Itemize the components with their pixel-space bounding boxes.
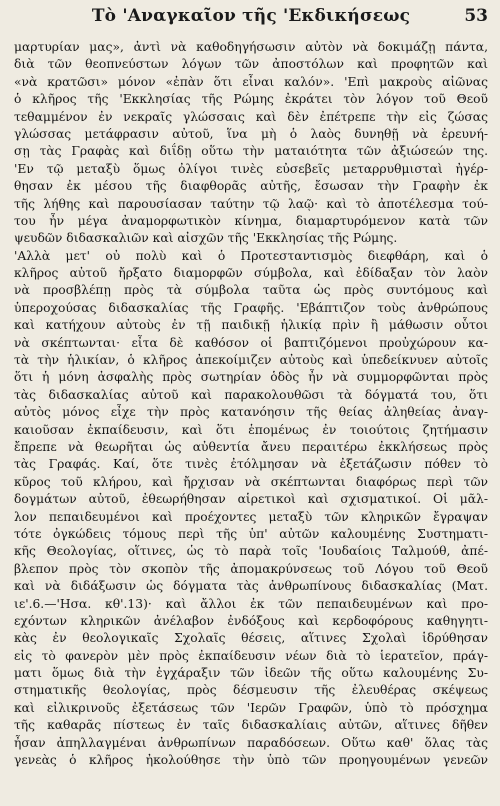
text-line: ματι ὅμως διὰ τὴν ἐγχάραξιν τῶν ἰδεῶν τῆς οὕτω καλουμένης Συ- bbox=[14, 666, 488, 681]
text-line: θησαν ἐκ μέσου τῆς διαφθορᾶς αὐτῆς, ἔσωσαν τὴν Γραφὴν ἐκ bbox=[14, 179, 488, 194]
text-line: κῦρος τοῦ κλήρου, καὶ ἤρχισαν νὰ σκέπτωνται διαφόρως περὶ τῶν bbox=[14, 474, 488, 489]
text-line: τὰς Γραφάς. Καί, ὅτε τινὲς ἐτόλμησαν νὰ ἐξετάζωσιν πόθεν τὸ bbox=[14, 457, 488, 472]
running-title: Τὸ 'Αναγκαῖον τῆς 'Εκδικήσεως bbox=[91, 6, 411, 26]
text-line: εἰς τὸ φανερὸν μὲν πρὸς ἐκπαίδευσιν νέων διὰ τὸ ἱερατεῖον, πράγ- bbox=[14, 648, 488, 663]
text-line: «νὰ κρατῶσι» μόνον «ἐπὰν ὅτι εἶναι καλόν». 'Επὶ μακροὺς αἰῶνας bbox=[14, 74, 488, 89]
text-line: στηματικῆς θεολογίας, πρὸς δέσμευσιν τῆς ἐλευθέρας σκέψεως bbox=[14, 683, 488, 698]
text-line: τῆς καθαρᾶς πίστεως ἐν ταῖς διδασκαλίαις αὐτῶν, αἵτινες δῆθεν bbox=[14, 718, 488, 733]
text-line: ὅτι ἡ μόνη ἀσφαλὴς πρὸς σωτηρίαν ὁδὸς ἦν νὰ συμμορφῶνται πρὸς bbox=[14, 370, 488, 385]
text-line: ιε'.6.—'Ησα. κθ'.13)· καὶ ἄλλοι ἐκ τῶν πεπαιδευμένων καὶ προ- bbox=[14, 596, 488, 611]
text-line: νὰ προσβλέπῃ πρὸς τὰ σύμβολα ταῦτα ὡς πρὸς συντόμους καὶ bbox=[14, 283, 488, 298]
body-text bbox=[14, 39, 488, 787]
text-line: νὰ σκέπτωνται· εἶτα δὲ καθόσον οἱ βαπτιζόμενοι προὐχώρουν κα- bbox=[14, 335, 488, 350]
text-line: ὑπεροχούσας διδασκαλίας τῆς Γραφῆς. 'Εβάπτιζον τοὺς ἀνθρώπους bbox=[14, 300, 488, 315]
text-line: βλεπον πρὸς τὸν σκοπὸν τῆς ἀπομακρύνσεως τοῦ Λόγου τοῦ Θεοῦ bbox=[14, 561, 488, 576]
text-line: γλώσσας μετάφρασιν αὐτοῦ, ἵνα μὴ ὁ λαὸς δυνηθῇ νὰ ἐρευνή- bbox=[14, 126, 488, 141]
text-line: μαρτυρίαν μας», ἀντὶ νὰ καθοδηγήσωσιν αὐτὸν νὰ δοκιμάζῃ πάντα, bbox=[14, 40, 488, 54]
text-line: ἔπρεπε νὰ θεωρῆται ὡς αὐθεντία ἄνευ περαιτέρω ἐκκλήσεως πρὸς bbox=[14, 439, 488, 454]
text-line: ψευδῶν διδασκαλιῶν καὶ αἰσχῶν τῆς 'Εκκλησίας τῆς Ρώμης. bbox=[14, 231, 398, 246]
text-line: καὶ εἰλικρινοῦς ἐξετάσεως τῶν 'Ιερῶν Γραφῶν, ὑπὸ τὸ πρόσχημα bbox=[14, 700, 488, 715]
text-line: τὰς διδασκαλίας αὐτοῦ καὶ παρακολουθῶσι τὰ δόγματά του, ὅτι bbox=[14, 387, 488, 402]
text-line: τότε ὀγκώδεις τόμους περὶ τῆς ὑπ' αὐτῶν καλουμένης Συστηματι- bbox=[14, 526, 488, 541]
text-line: τὰ τὴν ἡλικίαν, ὁ κλῆρος ἀπεκοίμιζεν αὐτοὺς καὶ ὑπεδείκνυεν αὐτοῖς bbox=[14, 353, 488, 368]
text-line: 'Εν τῷ μεταξὺ ὅμως ὀλίγοι τινὲς εὐσεβεῖς μεταρρυθμισταὶ ἠγέρ- bbox=[14, 161, 488, 176]
text-line: καὶ νὰ διδάξωσιν ὡς δόγματα τὰς ἀνθρωπίνους διδασκαλίας (Ματ. bbox=[14, 579, 488, 594]
text-line: καιοῦσαν ἐκπαίδευσιν, καὶ ὅτι ἑπομένως ἐν τοιούτοις ζητήμασιν bbox=[14, 422, 488, 437]
text-line: δογμάτων αὐτοῦ, ἐθεωρήθησαν αἱρετικοὶ καὶ σχισματικοί. Οἱ μᾶλ- bbox=[14, 492, 488, 507]
text-line: κῆς Θεολογίας, οἵτινες, ὡς τὸ παρὰ τοῖς 'Ιουδαίοις Ταλμούθ, ἀπέ- bbox=[14, 544, 488, 559]
text-line: 'Αλλὰ μετ' οὐ πολὺ καὶ ὁ Προτεσταντισμὸς διεφθάρη, καὶ ὁ bbox=[14, 248, 488, 263]
text-line: του ἦν μέγα ἀναμορφωτικὸν κίνημα, διαμαρτυρόμενον κατὰ τῶν bbox=[14, 213, 488, 228]
text-line: κλῆρος αὐτοῦ ἤρξατο διαμορφῶν σύμβολα, καὶ ἐδίδαξαν τὸν λαὸν bbox=[14, 266, 488, 281]
text-line: λον πεπαιδευμένοι καὶ προέχοντες μεταξὺ τῶν κληρικῶν ἔγραψαν bbox=[14, 509, 488, 524]
text-line: καὶ κατήχουν αὐτοὺς ἐν τῇ παιδικῇ ἡλικίᾳ πρὶν ἢ μάθωσιν οὗτοι bbox=[14, 318, 488, 333]
text-line: ἦσαν ἀπηλλαγμέναι ἀνθρωπίνων παραδόσεων. Οὕτω καθ' ὅλας τὰς bbox=[14, 735, 488, 750]
text-line: διὰ τῶν θεοπνεύστων λόγων τῶν ἀποστόλων καὶ προφητῶν καὶ bbox=[14, 57, 488, 72]
text-line: αὐτὸς μόνος εἶχε τὴν πρὸς κατανόησιν τῆς θείας ἀληθείας ἀναγ- bbox=[14, 405, 488, 420]
text-line: εχόντων κληρικῶν ἀνέλαβον ἐνδόξους καὶ κερδοφόρους καθηγητι- bbox=[14, 613, 488, 628]
page-number: 53 bbox=[464, 6, 488, 26]
page-header bbox=[14, 6, 488, 36]
text-line: γενεὰς ὁ κλῆρος ἠκολούθησε τὴν ὑπὸ τῶν προηγουμένων γενεῶν bbox=[14, 753, 488, 768]
text-line: τῆς λήθης καὶ παρουσίασαν ταύτην τῷ λαῷ· καὶ τὸ ἀποτέλεσμα τού- bbox=[14, 196, 488, 211]
text-line: τεθαμμένον ἐν νεκραῖς γλώσσαις καὶ δὲν ἐπέτρεπε τὴν εἰς ζώσας bbox=[14, 109, 488, 124]
text-line: κὰς ἐν θεολογικαῖς Σχολαῖς θέσεις, αἵτινες Σχολαὶ ἱδρύθησαν bbox=[14, 631, 488, 646]
text-line: σῃ τὰς Γραφὰς καὶ διΐδῃ οὕτω τὴν ματαιότητα τῶν ἀξιώσεών της. bbox=[14, 144, 488, 159]
text-line: ὁ κλῆρος τῆς 'Εκκλησίας τῆς Ρώμης ἐκράτει τὸν λόγον τοῦ Θεοῦ bbox=[14, 92, 488, 107]
text-line bbox=[14, 769, 488, 786]
